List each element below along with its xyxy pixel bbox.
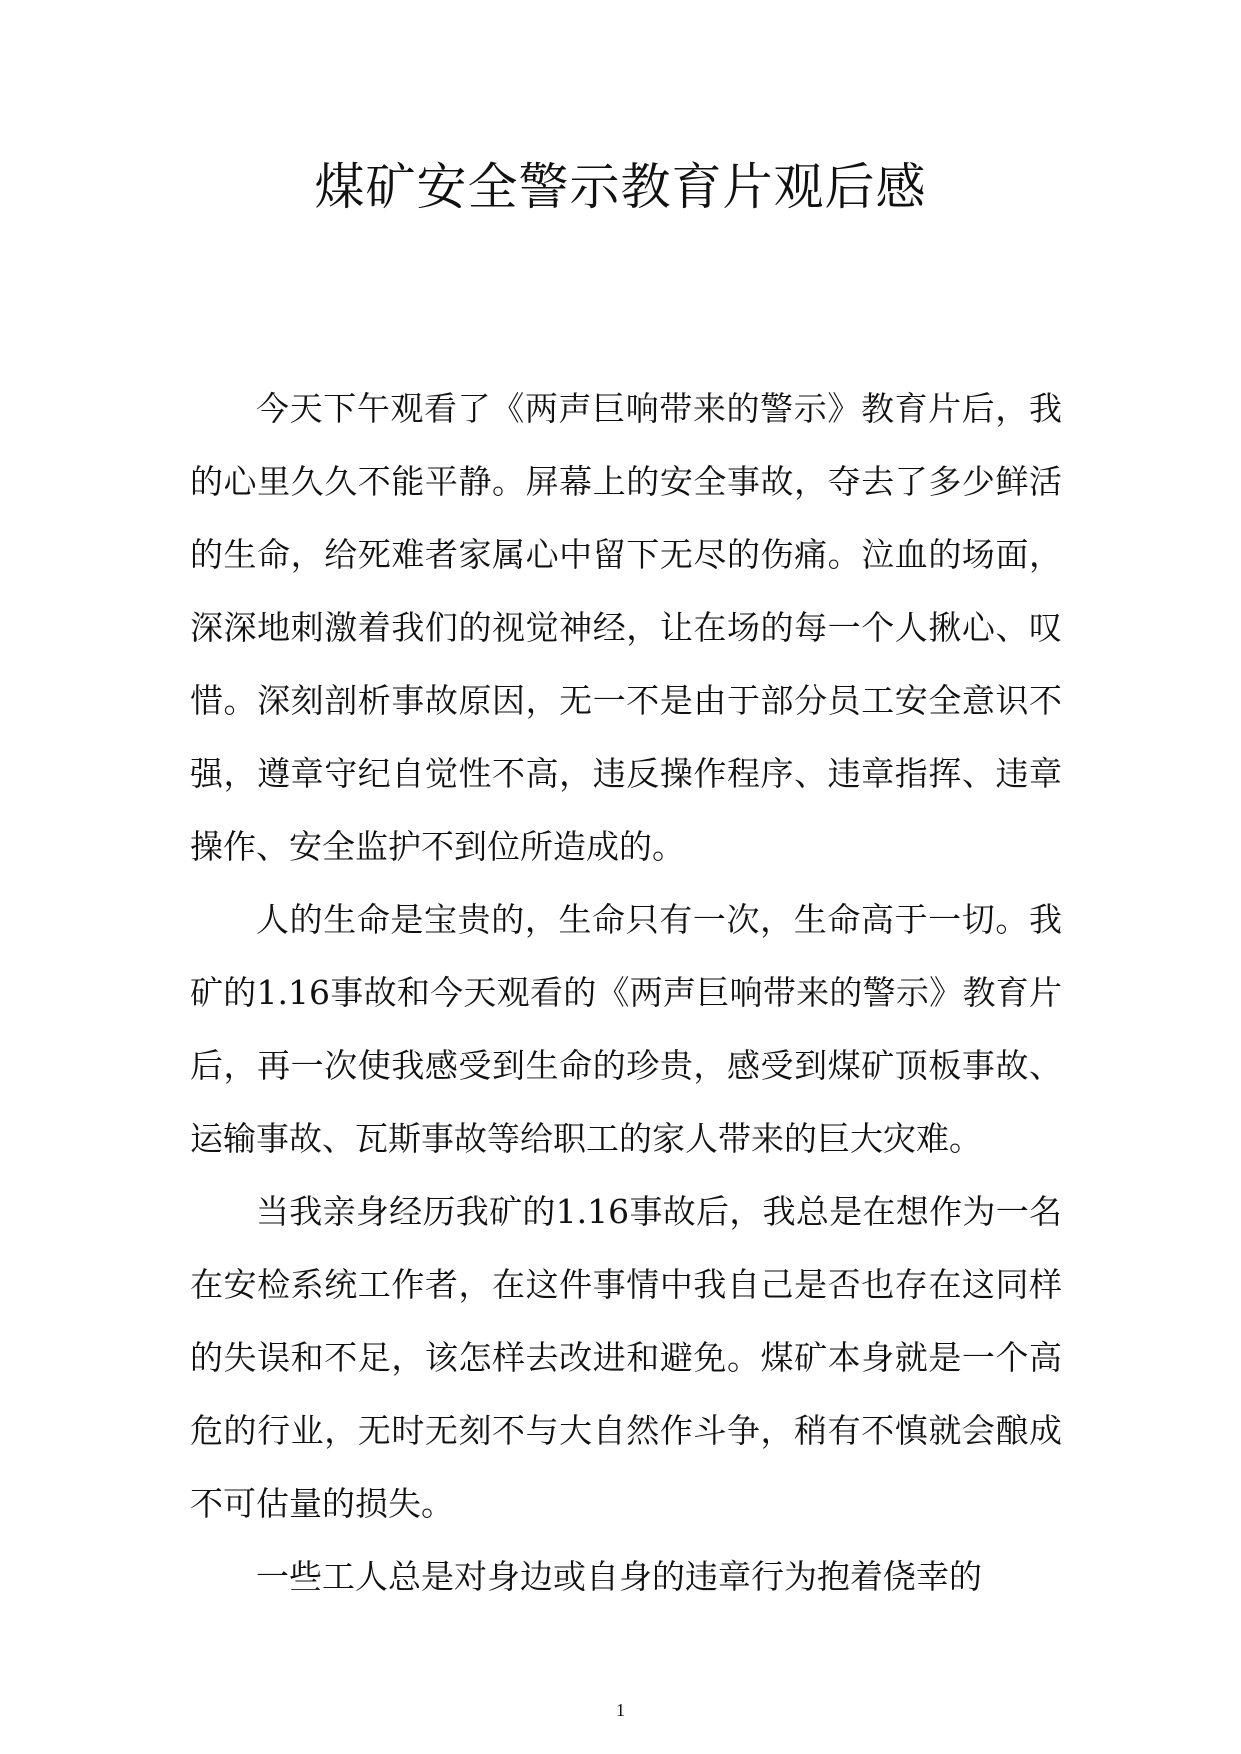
paragraph-1: 今天下午观看了《两声巨响带来的警示》教育片后，我的心里久久不能平静。屏幕上的安全事故，夺去了多少鲜活的生命，给死难者家属心中留下无尽的伤痛。泣血的场面，深深地刺激着我们的视觉神经，让在场的每一个人揪心、叹惜。深刻剖析事故原因，无一不是由于部分员工安全意识不强，遵章守纪自觉性不高，违反操作程序、违章指挥、违章操作、安全监护不到位所造成的。 (190, 389, 1062, 866)
paragraph-2: 人的生命是宝贵的，生命只有一次，生命高于一切。我矿的1.16事故和今天观看的《两声巨响带来的警示》教育片后，再一次使我感受到生命的珍贵，感受到煤矿顶板事故、运输事故、瓦斯事故等给职工的家人带来的巨大灾难。 (190, 900, 1062, 1158)
document-body (190, 372, 1062, 1613)
page-number: 1 (616, 1700, 625, 1720)
paragraph-4: 一些工人总是对身边或自身的违章行为抱着侥幸的 (256, 1557, 982, 1596)
document-title: 煤矿安全警示教育片观后感 (314, 158, 927, 216)
paragraph-3: 当我亲身经历我矿的1.16事故后，我总是在想作为一名在安检系统工作者，在这件事情中我自己是否也存在这同样的失误和不足，该怎样去改进和避免。煤矿本身就是一个高危的行业，无时无刻不与大自然作斗争，稍有不慎就会酿成不可估量的损失。 (190, 1192, 1062, 1523)
